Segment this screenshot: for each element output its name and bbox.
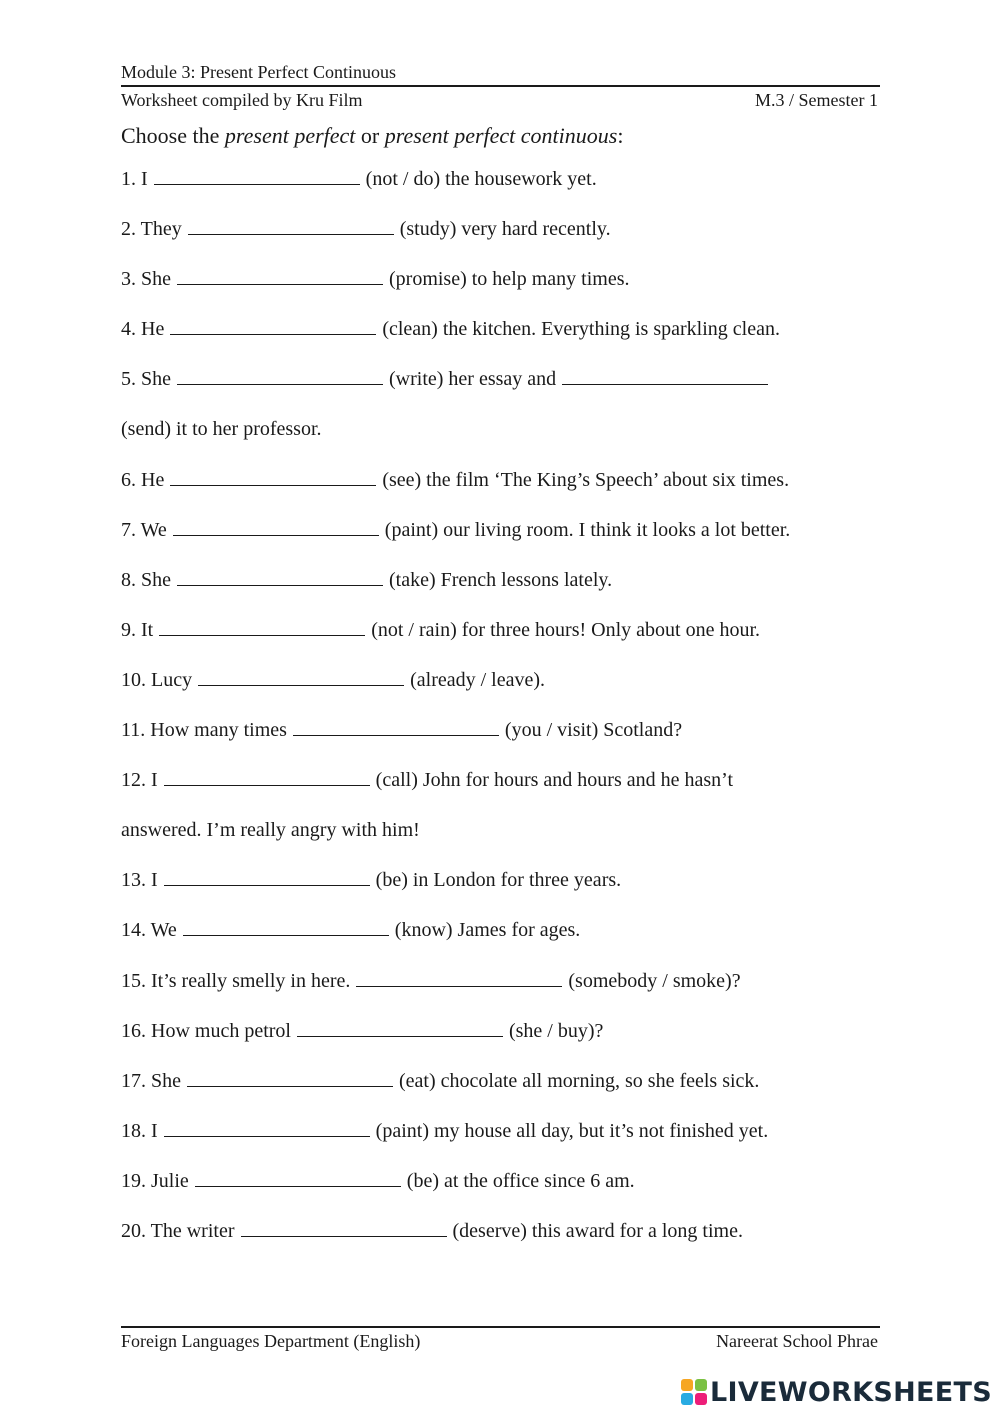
question-text: 11. How many times	[121, 719, 287, 742]
footer-department: Foreign Languages Department (English)	[121, 1331, 421, 1351]
question-line	[121, 917, 881, 943]
answer-blank[interactable]	[170, 316, 376, 335]
question-text: 4. He	[121, 318, 165, 341]
answer-blank[interactable]	[293, 717, 499, 736]
question-line	[121, 667, 881, 693]
brand-text: LIVEWORKSHEETS	[709, 1376, 992, 1408]
question-text: 2. They	[121, 218, 182, 241]
question-hint: (already / leave).	[410, 668, 546, 691]
instruction-suffix: :	[617, 123, 624, 148]
question-hint: (she / buy)?	[508, 1019, 604, 1042]
question-text: 18. I	[121, 1119, 158, 1142]
question-text: 12. I	[121, 769, 158, 792]
question-text: 20. The writer	[121, 1219, 235, 1242]
question-line	[121, 1118, 881, 1144]
answer-blank[interactable]	[164, 767, 370, 786]
liveworksheets-brand[interactable]	[681, 1374, 992, 1410]
header-divider	[121, 85, 880, 87]
question-hint: (you / visit) Scotland?	[504, 719, 683, 742]
question-line	[121, 717, 881, 743]
logo-square-4	[695, 1393, 707, 1405]
question-line	[121, 567, 881, 593]
question-hint: (not / rain) for three hours! Only about one hour.	[371, 618, 761, 641]
answer-blank[interactable]	[177, 366, 383, 385]
question-text: answered. I’m really angry with him!	[121, 819, 420, 842]
question-hint: (eat) chocolate all morning, so she feels sick.	[399, 1069, 760, 1092]
answer-blank[interactable]	[198, 667, 404, 686]
question-hint: (paint) our living room. I think it looks a lot better.	[384, 518, 791, 541]
question-line	[121, 1168, 881, 1194]
question-text: 10. Lucy	[121, 668, 193, 691]
question-text: 17. She	[121, 1069, 181, 1092]
question-text: 1. I	[121, 168, 148, 190]
question-line	[121, 366, 881, 392]
answer-blank[interactable]	[183, 917, 389, 936]
question-text: 8. She	[121, 568, 171, 591]
question-line	[121, 968, 881, 994]
instruction-prefix: Choose the	[121, 123, 225, 148]
answer-blank[interactable]	[164, 867, 370, 886]
question-hint: (write) her essay and	[389, 368, 557, 391]
question-line	[121, 767, 881, 793]
answer-blank[interactable]	[188, 216, 394, 235]
footer-divider	[121, 1326, 880, 1328]
question-hint: (be) in London for three years.	[375, 869, 622, 892]
question-line	[121, 867, 881, 893]
question-line	[121, 416, 881, 442]
answer-blank[interactable]	[177, 266, 383, 285]
question-line	[121, 216, 881, 242]
question-line	[121, 166, 881, 192]
question-line	[121, 467, 881, 493]
question-line	[121, 817, 881, 843]
question-hint: (somebody / smoke)?	[568, 969, 741, 992]
answer-blank[interactable]	[356, 968, 562, 987]
instruction-term-2: present perfect continuous	[384, 123, 618, 148]
logo-square-2	[695, 1379, 707, 1391]
question-hint: (study) very hard recently.	[399, 218, 611, 241]
answer-blank[interactable]	[195, 1168, 401, 1187]
question-text: 19. Julie	[121, 1169, 189, 1192]
question-line	[121, 517, 881, 543]
question-hint: (take) French lessons lately.	[389, 568, 613, 591]
question-hint: (see) the film ‘The King’s Speech’ about six times.	[382, 468, 790, 491]
answer-blank[interactable]	[177, 567, 383, 586]
question-hint: (call) John for hours and hours and he hasn’t	[375, 769, 733, 792]
compiled-by: Worksheet compiled by Kru Film	[121, 90, 363, 110]
answer-blank[interactable]	[154, 166, 360, 185]
question-hint: (know) James for ages.	[394, 919, 581, 942]
answer-blank[interactable]	[170, 467, 376, 486]
question-text: 14. We	[121, 919, 177, 942]
question-hint: (paint) my house all day, but it’s not finished yet.	[375, 1119, 769, 1142]
question-line	[121, 1218, 881, 1244]
answer-blank[interactable]	[562, 366, 768, 385]
question-hint: (promise) to help many times.	[389, 268, 630, 291]
logo-square-1	[681, 1379, 693, 1391]
footer-school: Nareerat School Phrae	[716, 1331, 878, 1351]
instruction-term-1: present perfect	[224, 123, 356, 148]
question-text: 16. How much petrol	[121, 1019, 291, 1042]
question-hint: (clean) the kitchen. Everything is sparkling clean.	[382, 318, 780, 341]
question-list	[121, 166, 881, 1268]
answer-blank[interactable]	[159, 617, 365, 636]
instruction-connector: or	[355, 123, 385, 148]
question-line	[121, 316, 881, 342]
question-text: 5. She	[121, 368, 171, 391]
answer-blank[interactable]	[241, 1218, 447, 1237]
question-line	[121, 1018, 881, 1044]
question-text: 7. We	[121, 518, 167, 541]
question-text: 6. He	[121, 468, 165, 491]
question-text: 3. She	[121, 268, 171, 291]
logo-square-3	[681, 1393, 693, 1405]
module-title: Module 3: Present Perfect Continuous	[121, 62, 396, 82]
instruction	[121, 122, 623, 150]
question-hint: (not / do) the housework yet.	[365, 168, 597, 190]
question-text: 9. It	[121, 618, 154, 641]
class-level: M.3 / Semester 1	[755, 90, 878, 110]
question-line	[121, 617, 881, 643]
question-hint: (deserve) this award for a long time.	[452, 1219, 743, 1242]
question-line	[121, 266, 881, 292]
question-text: 13. I	[121, 869, 158, 892]
question-line	[121, 1068, 881, 1094]
answer-blank[interactable]	[297, 1018, 503, 1037]
question-text: (send) it to her professor.	[121, 418, 322, 441]
answer-blank[interactable]	[173, 517, 379, 536]
liveworksheets-logo-icon	[681, 1379, 707, 1405]
answer-blank[interactable]	[187, 1068, 393, 1087]
question-text: 15. It’s really smelly in here.	[121, 969, 351, 992]
answer-blank[interactable]	[164, 1118, 370, 1137]
question-hint: (be) at the office since 6 am.	[406, 1169, 635, 1192]
